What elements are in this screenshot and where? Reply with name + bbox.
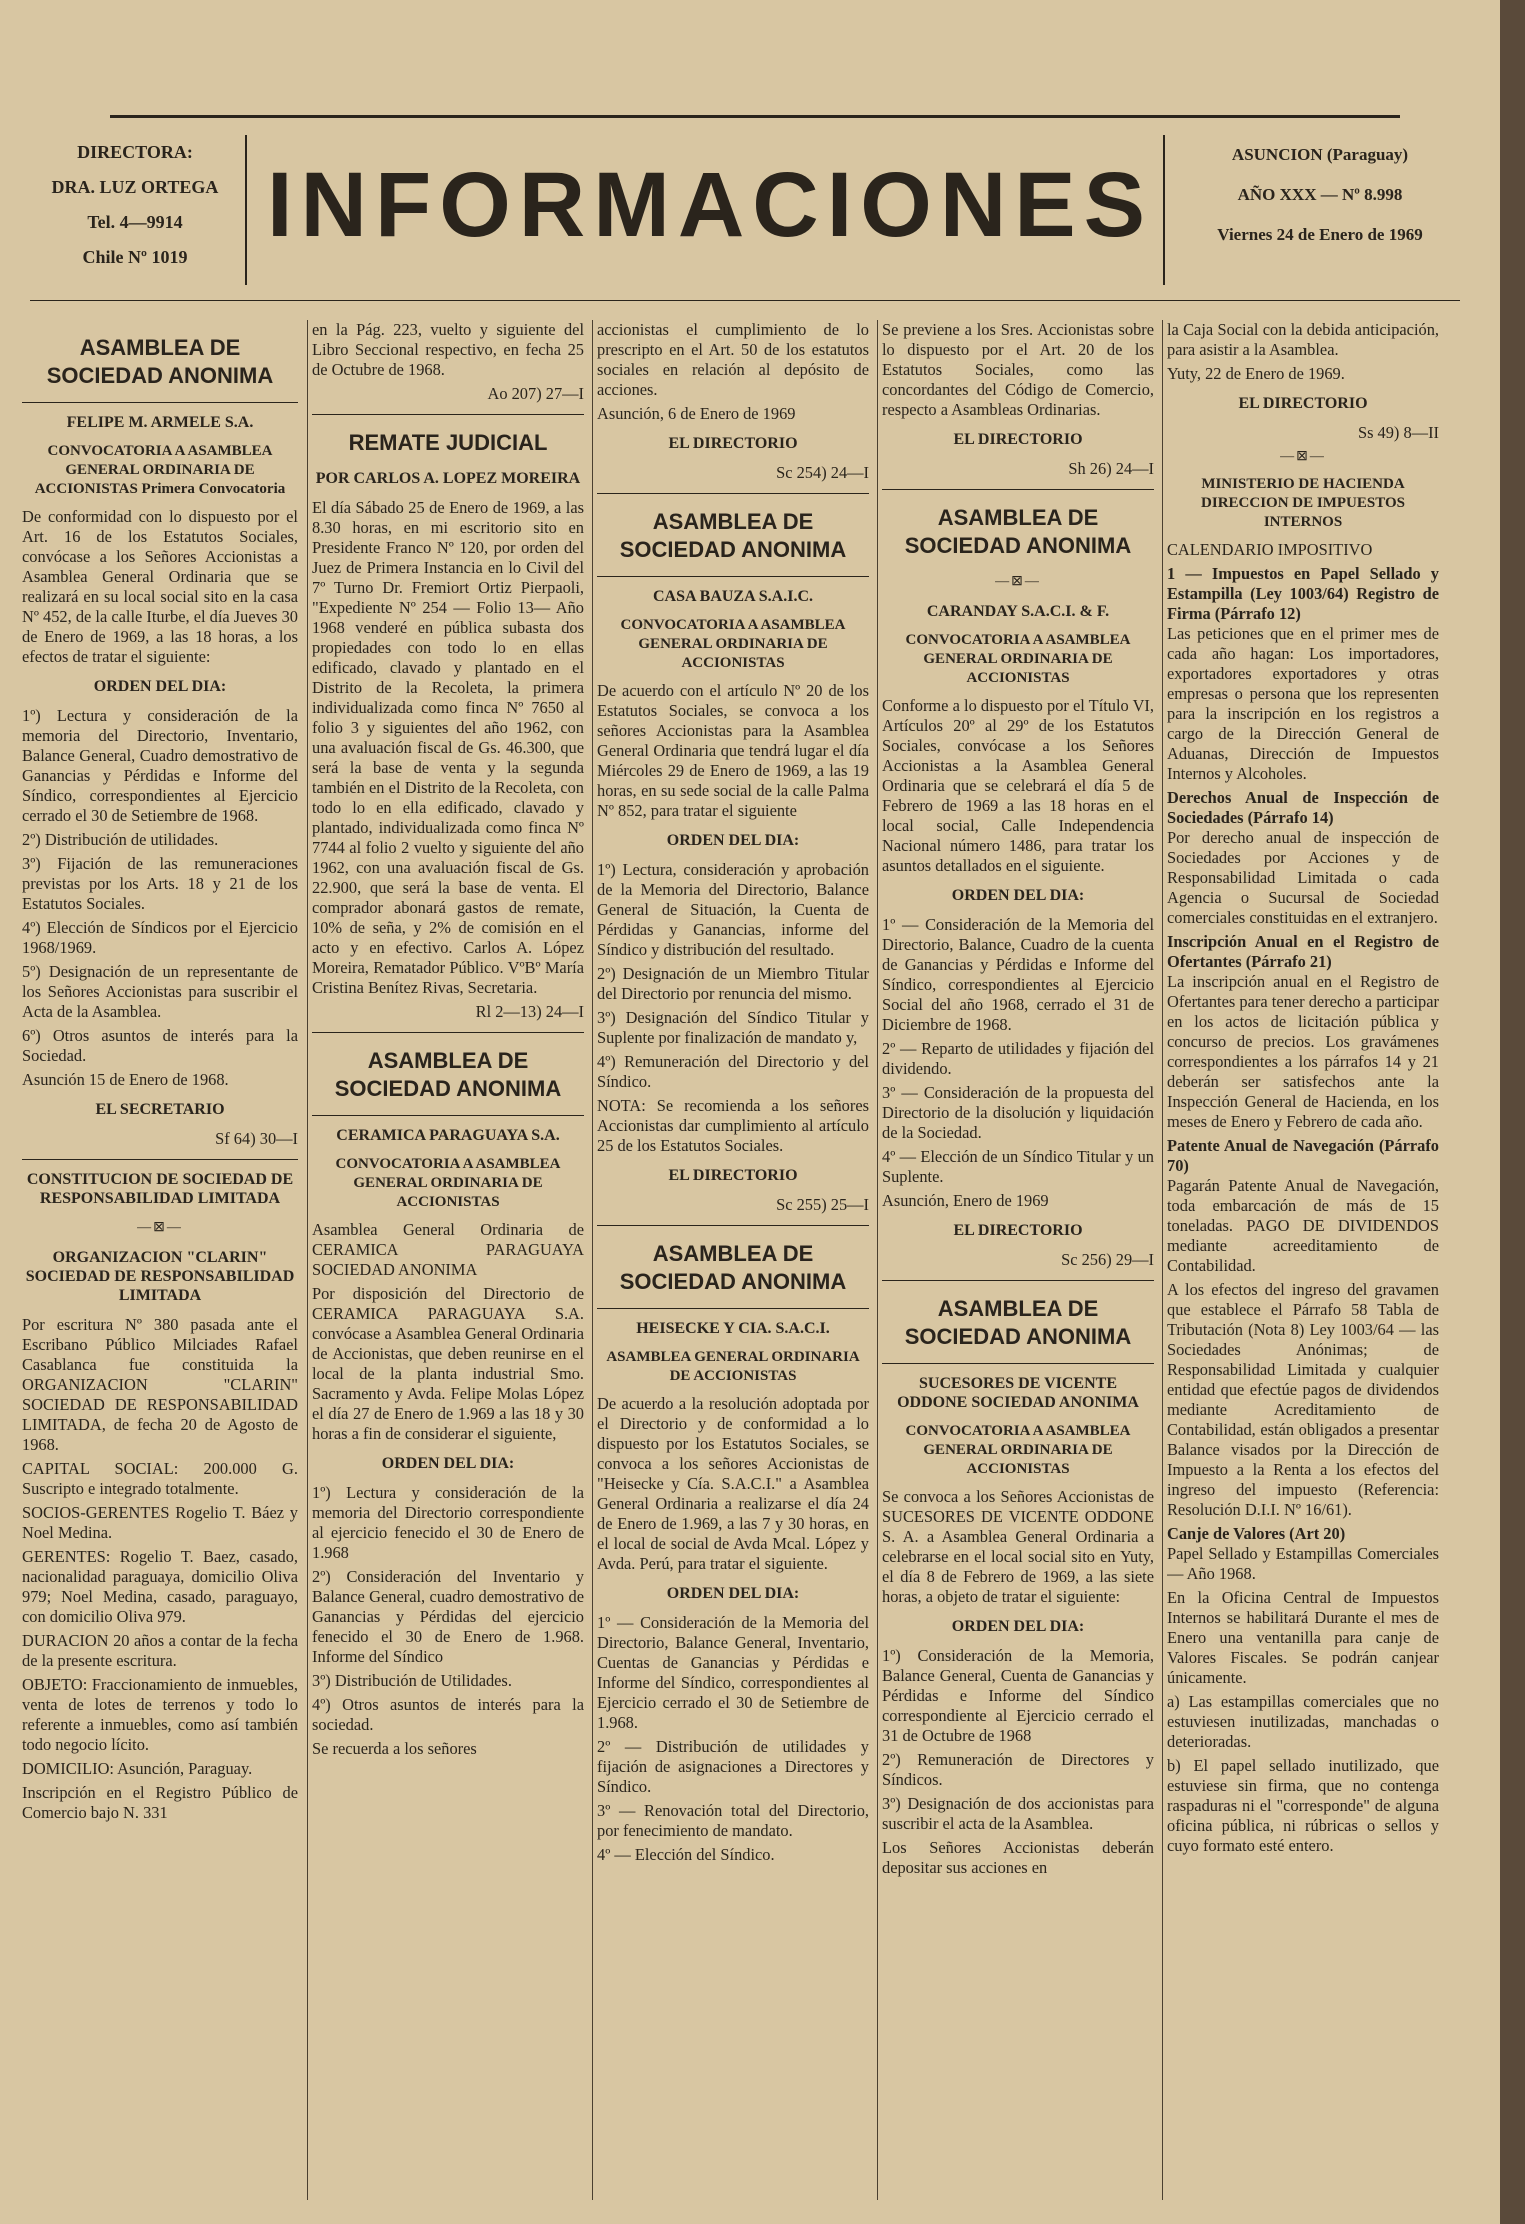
column-separator <box>312 414 584 415</box>
director-phone: Tel. 4—9914 <box>87 212 183 232</box>
section-heading: ASAMBLEA DE SOCIEDAD ANONIMA <box>46 335 274 388</box>
director-name: DRA. LUZ ORTEGA <box>51 177 219 197</box>
director-address: Chile Nº 1019 <box>82 247 188 267</box>
paragraph: Los Señores Accionistas deberán depositar sus acciones en <box>882 1838 1154 1877</box>
paragraph: Yuty, 22 de Enero de 1969. <box>1167 364 1345 383</box>
masthead-edition-info <box>1170 135 1470 255</box>
city: ASUNCION (Paraguay) <box>1231 145 1409 164</box>
notice-subheading: CONVOCATORIA A ASAMBLEA GENERAL ORDINARIA DE ACCIONISTAS <box>620 617 846 671</box>
paragraph: Se convoca a los Señores Accionistas de SUCESORES DE VICENTE ODDONE S. A. a Asamblea General Ordinaria a celebrarse en el local social sito en Yuty, el día 8 de Febrero de 1969, a las siete horas, a objeto de tratar el siguiente: <box>882 1487 1154 1606</box>
top-rule <box>110 115 1400 118</box>
paragraph: 3º) Designación de dos accionistas para suscribir el acta de la Asamblea. <box>882 1794 1154 1833</box>
reference-code: Sc 254) 24—I <box>776 463 869 482</box>
notice-heading: ORDEN DEL DIA: <box>666 832 800 849</box>
notice-heading: HEISECKE Y CIA. S.A.C.I. <box>636 1320 830 1337</box>
reference-code: Sh 26) 24—I <box>1068 459 1154 478</box>
paragraph: Asunción, Enero de 1969 <box>882 1191 1049 1210</box>
notice-heading: CERAMICA PARAGUAYA S.A. <box>336 1127 560 1144</box>
masthead-director-info <box>30 135 240 275</box>
notice-heading: EL DIRECTORIO <box>953 431 1083 448</box>
notice-subheading: CONVOCATORIA A ASAMBLEA GENERAL ORDINARIA DE ACCIONISTAS Primera Convocatoria <box>34 443 286 497</box>
mast-separator-right <box>1163 135 1165 285</box>
paragraph: 2º) Consideración del Inventario y Balance General, cuadro demostrativo de Ganancias y Pérdidas del ejercicio fenecido el 30 de Enero de 1.968. Informe del Síndico <box>312 1567 584 1666</box>
mast-separator-left <box>245 135 247 285</box>
paragraph: 1º) Consideración de la Memoria, Balance General, Cuenta de Ganancias y Pérdidas e Informe del Síndico correspondiente al Ejercicio cerrado el 31 de Octubre de 1968 <box>882 1646 1154 1745</box>
paragraph: De conformidad con lo dispuesto por el Art. 16 de los Estatutos Sociales, convócase a los Señores Accionistas a Asamblea General Ordinaria que se realizará en su local social sito en la casa Nº 452, de la calle Iturbe, el día Jueves 30 de Enero de 1969, a las 18 horas, a los efectos de tratar el siguiente: <box>22 507 298 666</box>
section-heading: ASAMBLEA DE SOCIEDAD ANONIMA <box>619 509 847 562</box>
paragraph: 3º) Fijación de las remuneraciones previstas por los Arts. 18 y 21 de los Estatutos Sociales. <box>22 854 298 913</box>
paragraph: Pagarán Patente Anual de Navegación, toda embarcación de más de 15 toneladas. PAGO DE DIVIDENDOS mediante acreeditamiento de Contabilidad. <box>1167 1176 1439 1275</box>
paragraph: Asunción 15 de Enero de 1968. <box>22 1070 229 1089</box>
column-separator <box>882 489 1154 490</box>
paragraph: Por derecho anual de inspección de Sociedades por Acciones y de Responsabilidad Limitada o cada Agencia o Sucursal de Sociedad comerciales constituidas en el extranjero. <box>1167 828 1439 927</box>
issue-date: Viernes 24 de Enero de 1969 <box>1217 225 1423 244</box>
paragraph: 1º) Lectura, consideración y aprobación de la Memoria del Directorio, Balance General de Situación, la Cuenta de Pérdidas y Ganancias, informe del Síndico y distribución del resultado. <box>597 860 869 959</box>
paragraph: Inscripción en el Registro Público de Comercio bajo N. 331 <box>22 1783 298 1822</box>
paragraph: Asamblea General Ordinaria de CERAMICA PARAGUAYA SOCIEDAD ANONIMA <box>312 1220 584 1279</box>
paragraph: Asunción, 6 de Enero de 1969 <box>597 404 796 423</box>
paragraph: 3º) Designación del Síndico Titular y Suplente por finalización de mandato y, <box>597 1008 869 1047</box>
reference-code: Ss 49) 8—II <box>1357 423 1439 442</box>
paragraph: 1º) Lectura y consideración de la memoria del Directorio correspondiente al ejercicio fenecido el 30 de Enero de 1.968 <box>312 1483 584 1562</box>
masthead <box>30 135 1470 285</box>
column-separator <box>312 1032 584 1033</box>
reference-code: Sc 256) 29—I <box>1061 1250 1154 1269</box>
paragraph: 4º) Remuneración del Directorio y del Síndico. <box>597 1052 869 1091</box>
notice-heading: CONSTITUCION DE SOCIEDAD DE RESPONSABILIDAD LIMITADA <box>26 1171 294 1207</box>
paragraph: Por disposición del Directorio de CERAMICA PARAGUAYA S.A. convócase a Asamblea General Ordinaria de Accionistas, que deben reunirse en el local de la planta industrial Smo. Sacramento y Avda. Felipe Molas López el día 27 de Enero de 1.969 a las 18 y 30 horas a fin de considerar el siguiente, <box>312 1284 584 1443</box>
paragraph: 1º — Consideración de la Memoria del Directorio, Balance, Cuadro de la cuenta de Ganancias y Pérdidas e Informe del Síndico, correspondientes al Ejercicio Social del año 1968, cerrado el 31 de Diciembre de 1968. <box>882 915 1154 1034</box>
column-5 <box>1167 320 1439 2200</box>
paragraph: 1º) Lectura y consideración de la memoria del Directorio, Inventario, Balance General, Cuadro demostrativo de Ganancias y Pérdidas e Informe del Síndico, correspondientes al Ejercicio cerrado el 30 de Setiembre de 1968. <box>22 706 298 825</box>
newspaper-title: INFORMACIONES <box>267 154 1153 256</box>
column-separator <box>312 1115 584 1116</box>
paragraph: CALENDARIO IMPOSITIVO <box>1167 540 1373 559</box>
paragraph: 4º) Otros asuntos de interés para la sociedad. <box>312 1695 584 1734</box>
notice-heading: EL DIRECTORIO <box>1238 395 1368 412</box>
section-heading: ASAMBLEA DE SOCIEDAD ANONIMA <box>904 505 1132 558</box>
notice-heading: EL DIRECTORIO <box>953 1222 1083 1239</box>
paragraph: SOCIOS-GERENTES Rogelio T. Báez y Noel Medina. <box>22 1503 298 1542</box>
section-heading: REMATE JUDICIAL <box>348 430 548 455</box>
notice-subheading: MINISTERIO DE HACIENDA DIRECCION DE IMPUESTOS INTERNOS <box>1201 476 1405 530</box>
column-separator <box>882 1363 1154 1364</box>
paragraph: 1º — Consideración de la Memoria del Directorio, Balance General, Inventario, Cuentas de Ganancias y Pérdidas e Informe del Síndico, correspondientes al Ejercicio cerrado el 30 de Setiembre de 1.968. <box>597 1613 869 1732</box>
paragraph: DOMICILIO: Asunción, Paraguay. <box>22 1759 253 1778</box>
paragraph: Por escritura Nº 380 pasada ante el Escribano Público Milciades Rafael Casablanca fue constituida la ORGANIZACION "CLARIN" SOCIEDAD DE RESPONSABILIDAD LIMITADA, de fecha 20 de Agosto de 1968. <box>22 1315 298 1454</box>
column-separator <box>597 493 869 494</box>
section-heading: ASAMBLEA DE SOCIEDAD ANONIMA <box>904 1296 1132 1349</box>
ornament: —⊠— <box>137 1220 183 1235</box>
notice-subheading: ASAMBLEA GENERAL ORDINARIA DE ACCIONISTAS <box>606 1349 860 1384</box>
notice-heading: ORDEN DEL DIA: <box>381 1455 515 1472</box>
ornament: —⊠— <box>1280 449 1326 464</box>
column-separator <box>597 1225 869 1226</box>
reference-code: Rl 2—13) 24—I <box>475 1002 584 1021</box>
notice-subheading: CONVOCATORIA A ASAMBLEA GENERAL ORDINARIA DE ACCIONISTAS <box>905 632 1131 686</box>
item-heading: Inscripción Anual en el Registro de Ofertantes (Párrafo 21) <box>1167 932 1439 971</box>
paragraph: en la Pág. 223, vuelto y siguiente del Libro Seccional respectivo, en fecha 25 de Octubre de 1968. <box>312 320 584 379</box>
notice-heading: EL DIRECTORIO <box>668 435 798 452</box>
reference-code: Sf 64) 30—I <box>215 1129 298 1148</box>
paragraph: De acuerdo con el artículo Nº 20 de los Estatutos Sociales, se convoca a los señores Accionistas para la Asamblea General Ordinaria que tendrá lugar el día Miércoles 29 de Enero de 1969, a las 19 horas, en su sede social de la calle Palma Nº 852, para tratar el siguiente <box>597 681 869 820</box>
paragraph: 3º — Consideración de la propuesta del Directorio de la disolución y liquidación de la Sociedad. <box>882 1083 1154 1142</box>
paragraph: Se previene a los Sres. Accionistas sobre lo dispuesto por el Art. 20 de los Estatutos Sociales, como las concordantes del Código de Comercio, respecto a Asambleas Ordinarias. <box>882 320 1154 419</box>
paragraph: Se recuerda a los señores <box>312 1739 477 1758</box>
paragraph: 2º — Reparto de utilidades y fijación del dividendo. <box>882 1039 1154 1078</box>
item-heading: Derechos Anual de Inspección de Sociedades (Párrafo 14) <box>1167 788 1439 827</box>
issue-number: AÑO XXX — Nº 8.998 <box>1237 185 1403 204</box>
section-heading: ASAMBLEA DE SOCIEDAD ANONIMA <box>334 1048 562 1101</box>
director-label: DIRECTORA: <box>77 142 193 162</box>
item-heading: Patente Anual de Navegación (Párrafo 70) <box>1167 1136 1439 1175</box>
section-heading: ASAMBLEA DE SOCIEDAD ANONIMA <box>619 1241 847 1294</box>
masthead-bottom-rule <box>30 300 1460 301</box>
paragraph: En la Oficina Central de Impuestos Internos se habilitará Durante el mes de Enero una ventanilla para canje de Valores Fiscales. Se podrán canjear únicamente. <box>1167 1588 1439 1687</box>
notice-heading: CARANDAY S.A.C.I. & F. <box>926 603 1110 620</box>
paragraph: 2º) Remuneración de Directores y Síndicos. <box>882 1750 1154 1789</box>
paragraph: De acuerdo a la resolución adoptada por el Directorio y de conformidad a lo dispuesto por los Estatutos Sociales, se convoca a los señores Accionistas de "Heisecke y Cía. S.A.C.I." a Asamblea General Ordinaria a realizarse el día 24 de Enero de 1.969, a las 7 y 30 horas, en el local de social de Avda Mcal. López y Avda. Perú, para tratar el siguiente. <box>597 1394 869 1573</box>
paragraph: 3º — Renovación total del Directorio, por fenecimiento de mandato. <box>597 1801 869 1840</box>
paragraph: 2º) Designación de un Miembro Titular del Directorio por renuncia del mismo. <box>597 964 869 1003</box>
column-rule <box>307 320 308 2200</box>
column-rule <box>1162 320 1163 2200</box>
notice-heading: ORDEN DEL DIA: <box>951 1618 1085 1635</box>
paragraph: accionistas el cumplimiento de lo prescripto en el Art. 50 de los estatutos sociales en relación al depósito de acciones. <box>597 320 869 399</box>
column-separator <box>22 402 298 403</box>
paragraph: a) Las estampillas comerciales que no estuviesen inutilizadas, manchadas o deterioradas. <box>1167 1692 1439 1751</box>
paragraph: b) El papel sellado inutilizado, que estuviese sin firma, que no contenga raspaduras ni el "corresponde" de alguna oficina pública, ni rúbricas o sellos y cuyo formato esté entero. <box>1167 1756 1439 1855</box>
paragraph: 4º) Elección de Síndicos por el Ejercicio 1968/1969. <box>22 918 298 957</box>
paragraph: Papel Sellado y Estampillas Comerciales — Año 1968. <box>1167 1544 1439 1583</box>
paragraph: El día Sábado 25 de Enero de 1969, a las 8.30 horas, en mi escritorio sito en Presidente Franco Nº 120, por orden del Juez de Primera Instancia en lo Civil del 7º Turno Dr. Fremiort Ortiz Pierpaoli, "Expediente Nº 254 — Folio 13— Año 1968 venderé en pública subasta dos propiedades con todo lo en ellas edificado, clavado y plantado en el Distrito de la Recoleta, la primera individualizada como finca Nº 7650 al folio 3 y siguientes del año 1962, con una avaluación fiscal de Gs. 46.300, que será la base de venta y la segunda también en el Distrito de la Recoleta, con todo lo en ella edificado, clavado y plantado, individualizada como finca Nº 7744 al folio 2 vuelto y siguiente del año 1962, con una avaluación fiscal de Gs. 22.900, que será la base de venta. El comprador abonará gastos de remate, 10% de seña, y 2% de comisión en el acto y en efectivo. Carlos A. López Moreira, Rematador Público. VºBº María Cristina Benítez Rivas, Secretaria. <box>312 498 584 997</box>
notice-heading: FELIPE M. ARMELE S.A. <box>66 414 254 431</box>
column-2 <box>312 320 584 2200</box>
paragraph: 2º — Distribución de utilidades y fijación de asignaciones a Directores y Síndico. <box>597 1737 869 1796</box>
notice-subheading: CONVOCATORIA A ASAMBLEA GENERAL ORDINARIA DE ACCIONISTAS <box>335 1156 561 1210</box>
paragraph: A los efectos del ingreso del gravamen que establece el Párrafo 58 Tabla de Tributación (Nota 8) Ley 1003/64 — las Sociedades Anónimas; de Responsabilidad Limitada y cualquier entidad que efectúe pagos de dividendos mediante Acreditamiento de Contabilidad, están obligados a presentar Balance visados por la Dirección de Impuesto a la Renta a los efectos del ingreso del impuesto (Referencia: Resolución D.I.I. Nº 16/61). <box>1167 1280 1439 1519</box>
paragraph: 4º — Elección del Síndico. <box>597 1845 775 1864</box>
paragraph: CAPITAL SOCIAL: 200.000 G. Suscripto e integrado totalmente. <box>22 1459 298 1498</box>
paragraph: GERENTES: Rogelio T. Baez, casado, nacionalidad paraguaya, domicilio Oliva 979; Noel Medina, casado, paraguayo, con domicilio Oliva 979. <box>22 1547 298 1626</box>
column-separator <box>882 1280 1154 1281</box>
paragraph: La inscripción anual en el Registro de Ofertantes para tener derecho a participar en los actos de licitación pública y concurso de precios. Los gravámenes correspondientes a los párrafos 14 y 21 deberán ser satisfechos ante la Inspección General de Hacienda, en los meses de Enero y Febrero de cada año. <box>1167 972 1439 1131</box>
paragraph: OBJETO: Fraccionamiento de inmuebles, venta de lotes de terrenos y todo lo referente a inmuebles, como así también todo negocio lícito. <box>22 1675 298 1754</box>
paragraph: 2º) Distribución de utilidades. <box>22 830 219 849</box>
paragraph: Conforme a lo dispuesto por el Título VI, Artículos 20º al 29º de los Estatutos Sociales, convócase a los Señores Accionistas a la Asamblea General Ordinaria que se celebrará el día 5 de Febrero de 1969 a las 18 horas en el local social, Calle Independencia Nacional número 1486, para tratar los asuntos detallados en el siguiente. <box>882 696 1154 875</box>
ornament: —⊠— <box>995 574 1041 589</box>
notice-heading: EL SECRETARIO <box>95 1101 225 1118</box>
column-1 <box>22 320 298 2200</box>
column-rule <box>877 320 878 2200</box>
column-rule <box>592 320 593 2200</box>
paragraph: 6º) Otros asuntos de interés para la Sociedad. <box>22 1026 298 1065</box>
notice-heading: ORDEN DEL DIA: <box>666 1585 800 1602</box>
item-heading: 1 — Impuestos en Papel Sellado y Estampilla (Ley 1003/64) Registro de Firma (Párrafo 12) <box>1167 564 1439 623</box>
paragraph: 5º) Designación de un representante de los Señores Accionistas para suscribir el Acta de la Asamblea. <box>22 962 298 1021</box>
paragraph: NOTA: Se recomienda a los señores Accionistas dar cumplimiento al artículo 25 de los Estatutos Sociales. <box>597 1096 869 1155</box>
column-separator <box>597 1308 869 1309</box>
notice-heading: ORDEN DEL DIA: <box>93 678 227 695</box>
column-3 <box>597 320 869 2200</box>
item-heading: Canje de Valores (Art 20) <box>1167 1524 1346 1543</box>
paragraph: Las peticiones que en el primer mes de cada año hagan: Los importadores, exportadores exportadores y otras empresas o persona que los representen para la inscripción en los registros a cargo de la Dirección General de Aduanas, Dirección de Impuestos Internos y Alcoholes. <box>1167 624 1439 783</box>
paragraph: la Caja Social con la debida anticipación, para asistir a la Asamblea. <box>1167 320 1439 359</box>
notice-heading: CASA BAUZA S.A.I.C. <box>652 588 814 605</box>
notice-heading: ORDEN DEL DIA: <box>951 887 1085 904</box>
notice-heading: ORGANIZACION "CLARIN" SOCIEDAD DE RESPONSABILIDAD LIMITADA <box>25 1249 295 1304</box>
notice-heading: EL DIRECTORIO <box>668 1167 798 1184</box>
notice-heading: POR CARLOS A. LOPEZ MOREIRA <box>315 470 581 487</box>
column-separator <box>597 576 869 577</box>
reference-code: Sc 255) 25—I <box>776 1195 869 1214</box>
column-separator <box>22 1159 298 1160</box>
paragraph: 4º — Elección de un Síndico Titular y un Suplente. <box>882 1147 1154 1186</box>
notice-subheading: CONVOCATORIA A ASAMBLEA GENERAL ORDINARIA DE ACCIONISTAS <box>905 1423 1131 1477</box>
notice-heading: SUCESORES DE VICENTE ODDONE SOCIEDAD ANONIMA <box>897 1375 1139 1411</box>
reference-code: Ao 207) 27—I <box>487 384 584 403</box>
column-4 <box>882 320 1154 2200</box>
paragraph: 3º) Distribución de Utilidades. <box>312 1671 512 1690</box>
paragraph: DURACION 20 años a contar de la fecha de la presente escritura. <box>22 1631 298 1670</box>
